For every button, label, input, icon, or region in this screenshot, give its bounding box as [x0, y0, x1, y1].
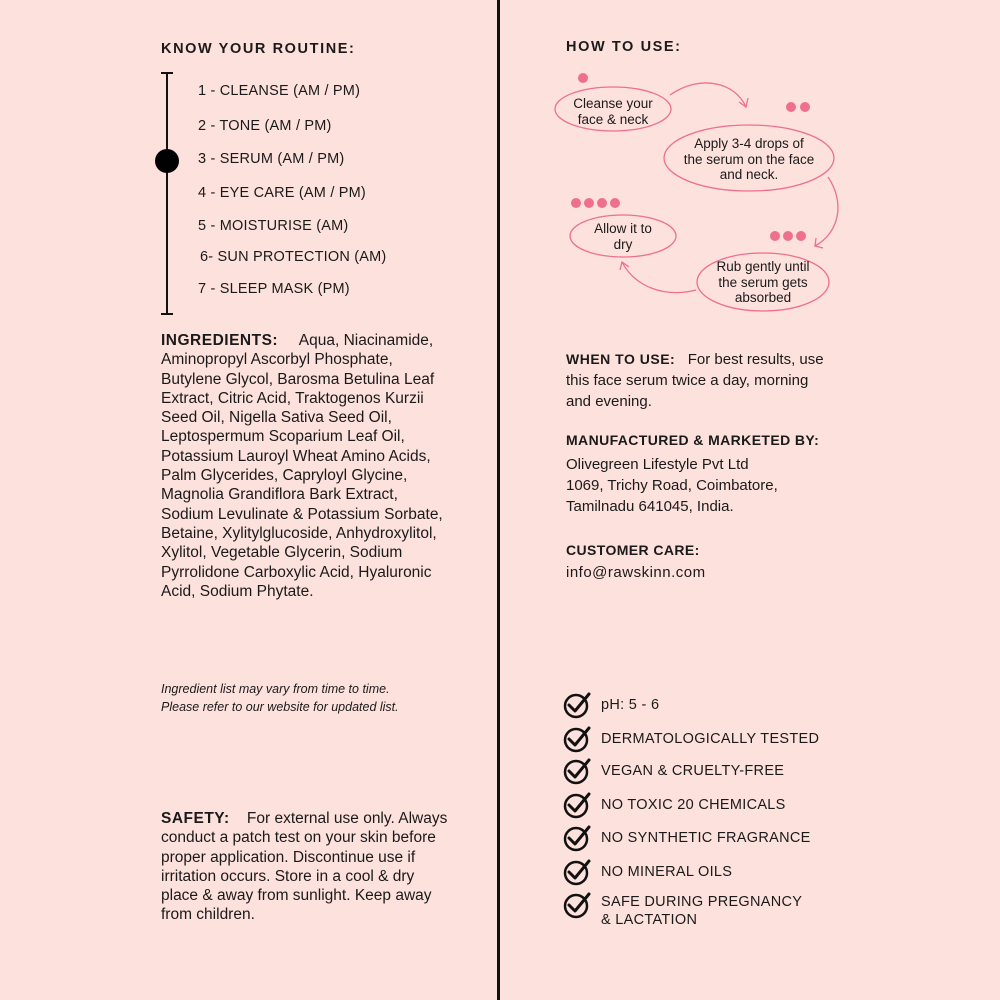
routine-step-4: 4 - EYE CARE (AM / PM)	[198, 185, 366, 201]
ingredients-note	[161, 680, 461, 716]
routine-title: KNOW YOUR ROUTINE:	[161, 41, 356, 57]
manufacturer-block	[566, 430, 819, 517]
step-3-dot-2	[783, 231, 793, 241]
customer-care-label: CUSTOMER CARE:	[566, 542, 700, 558]
ingredients-note-line-2: Please refer to our website for updated list.	[161, 700, 399, 714]
safety-text: For external use only. Always conduct a patch test on your skin before proper application. Discontinue use if irritation occurs. Store in a cool & dry place & away from sunlight. Keep away from children.	[161, 810, 448, 924]
cert-vegan	[563, 756, 863, 786]
check-circle-icon	[563, 790, 593, 820]
arrow-1-to-2	[670, 83, 746, 107]
step-1-dot	[578, 73, 588, 83]
routine-step-1: 1 - CLEANSE (AM / PM)	[198, 83, 361, 99]
check-circle-icon	[563, 857, 593, 887]
cert-label-no-synthetic-fragrance: NO SYNTHETIC FRAGRANCE	[601, 830, 811, 846]
safety-paragraph	[161, 809, 453, 925]
cert-label-no-mineral-oils: NO MINERAL OILS	[601, 864, 733, 880]
cert-dermatologically-tested	[563, 724, 863, 754]
step-1-text: Cleanse your face & neck	[573, 96, 653, 127]
manufacturer-address-line-1: 1069, Trichy Road, Coimbatore,	[566, 477, 778, 494]
check-circle-icon	[563, 690, 593, 720]
check-circle-icon	[563, 890, 593, 920]
arrow-3-to-4	[622, 262, 696, 293]
timeline-bottom-tick	[161, 313, 173, 315]
when-to-use-text: For best results, use this face serum twice a day, morning and evening.	[566, 351, 824, 410]
step-4-dot-3	[597, 198, 607, 208]
routine-step-5: 5 - MOISTURISE (AM)	[198, 218, 349, 234]
step-4-dot-4	[610, 198, 620, 208]
routine-step-3: 3 - SERUM (AM / PM)	[198, 151, 345, 167]
step-3-dot-3	[796, 231, 806, 241]
check-circle-icon	[563, 823, 593, 853]
customer-care-block	[566, 540, 706, 583]
manufacturer-address-line-2: Tamilnadu 641045, India.	[566, 498, 734, 515]
routine-step-6: 6- SUN PROTECTION (AM)	[200, 249, 387, 265]
timeline-top-tick	[161, 72, 173, 74]
safety-label: SAFETY:	[161, 810, 230, 827]
cert-label-safe-pregnancy: SAFE DURING PREGNANCY & LACTATION	[601, 894, 803, 928]
ingredients-text: Aqua, Niacinamide, Aminopropyl Ascorbyl Phosphate, Butylene Glycol, Barosma Betulina Leaf Extract, Citric Acid, Traktogenos Kurzii Seed Oil, Nigella Sativa Seed Oil, Leptospermum Scoparium Leaf Oil, Potassium Lauroyl Wheat Amino Acids, Palm Glycerides, Capryloyl Glycine, Magnolia Grandiflora Bark Extract, Sodium Levulinate & Potassium Sorbate, Betaine, Xylitylglucoside, Anhydroxylitol, Xylitol, Vegetable Glycerin, Sodium Pyrrolidone Carboxylic Acid, Hyaluronic Acid, Sodium Phytate.	[161, 332, 443, 600]
customer-care-email: info@rawskinn.com	[566, 564, 706, 581]
ingredients-note-line-1: Ingredient list may vary from time to time.	[161, 682, 390, 696]
cert-label-vegan: VEGAN & CRUELTY-FREE	[601, 763, 785, 779]
step-4-dot-2	[584, 198, 594, 208]
routine-step-2: 2 - TONE (AM / PM)	[198, 118, 332, 134]
cert-ph	[563, 690, 863, 720]
arrow-2-to-3	[815, 177, 838, 246]
center-divider	[497, 0, 500, 1000]
timeline-current-step-dot	[155, 149, 179, 173]
ingredients-paragraph	[161, 331, 449, 601]
cert-label-no-toxic-chemicals: NO TOXIC 20 CHEMICALS	[601, 797, 786, 813]
step-4-text: Allow it to dry	[594, 221, 652, 252]
ingredients-label: INGREDIENTS:	[161, 332, 279, 349]
step-3-dot-1	[770, 231, 780, 241]
cert-no-mineral-oils	[563, 857, 863, 887]
how-to-use-title: HOW TO USE:	[566, 39, 682, 55]
step-2-dot-1	[786, 102, 796, 112]
routine-timeline	[166, 72, 168, 315]
check-circle-icon	[563, 756, 593, 786]
manufacturer-label: MANUFACTURED & MARKETED BY:	[566, 432, 820, 448]
cert-no-synthetic-fragrance	[563, 823, 863, 853]
step-2-dot-2	[800, 102, 810, 112]
when-to-use-paragraph	[566, 349, 828, 412]
when-to-use-label: WHEN TO USE:	[566, 351, 676, 367]
how-to-use-flow	[540, 62, 860, 317]
cert-safe-pregnancy	[563, 890, 863, 930]
step-2-text: Apply 3-4 drops of the serum on the face and neck.	[683, 136, 815, 182]
manufacturer-name: Olivegreen Lifestyle Pvt Ltd	[566, 456, 749, 473]
cert-label-ph: pH: 5 - 6	[601, 697, 660, 713]
step-3-text: Rub gently until the serum gets absorbed	[716, 259, 810, 305]
routine-step-7: 7 - SLEEP MASK (PM)	[198, 281, 350, 297]
cert-no-toxic-chemicals	[563, 790, 863, 820]
step-4-dot-1	[571, 198, 581, 208]
cert-label-dermatologically-tested: DERMATOLOGICALLY TESTED	[601, 731, 820, 747]
check-circle-icon	[563, 724, 593, 754]
